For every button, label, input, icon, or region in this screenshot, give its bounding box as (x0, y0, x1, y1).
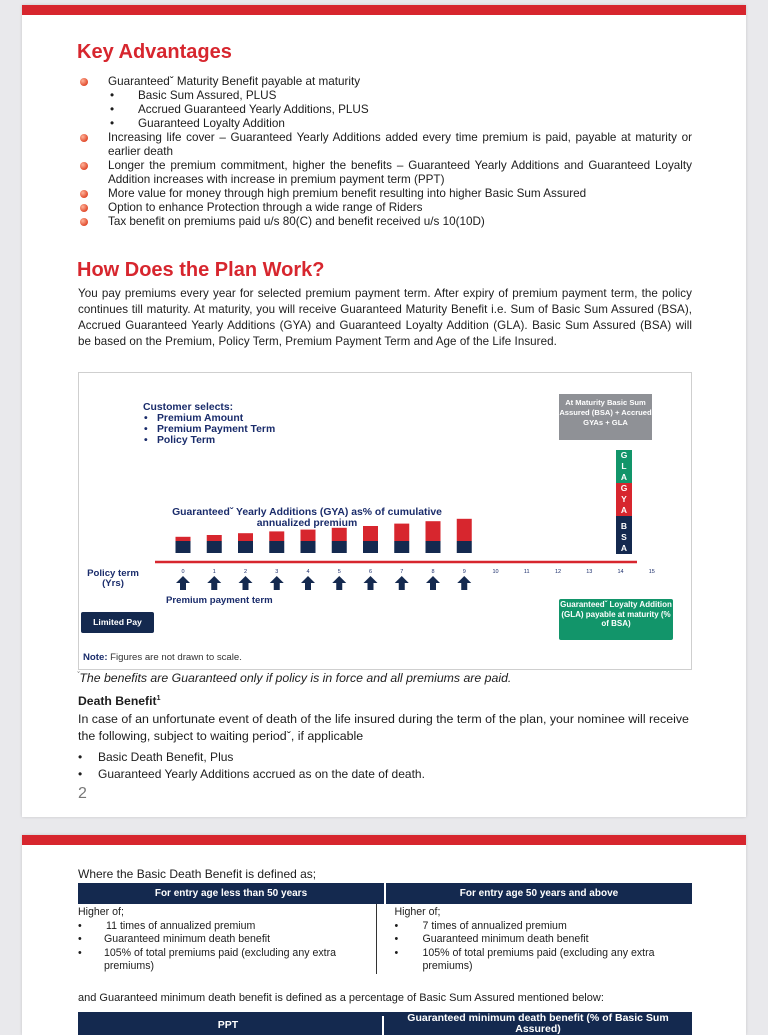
column-under-50: Higher of; • 11 times of annualized premium • Guaranteed minimum death benefit • 105% of total premiums paid (excluding any extra premiums) (78, 904, 377, 974)
premium-arrow (176, 576, 190, 590)
customer-item: • Premium Amount (143, 413, 275, 424)
bullet-icon (80, 218, 88, 226)
min-death-benefit-note: and Guaranteed minimum death benefit is defined as a percentage of Basic Sum Assured mentioned below: (78, 992, 604, 1004)
premium-arrow (207, 576, 221, 590)
premium-arrow (270, 576, 284, 590)
gya-title: Guaranteedˇ Yearly Additions (GYA) as% of cumulative annualized premium (172, 507, 442, 529)
bar-gya-segment (332, 528, 347, 541)
advantages-list (78, 75, 692, 229)
advantage-item-6: Tax benefit on premiums paid u/s 80(C) and benefit received u/s 10(10D) (78, 215, 692, 229)
bar-gya-segment (238, 533, 253, 541)
gya-segment: G Y A (616, 483, 632, 516)
page-header-bar (22, 835, 746, 845)
bar-gya-segment (176, 537, 191, 541)
header-entry-age-under-50: For entry age less than 50 years (78, 883, 384, 904)
x-tick-label: 7 (400, 569, 404, 575)
bar-gya-segment (207, 535, 222, 541)
diagram-note: Note: Figures are not drawn to scale. (83, 652, 242, 663)
customer-item: • Premium Payment Term (143, 424, 275, 435)
x-tick-label: 10 (492, 569, 499, 575)
header-entry-age-50-plus: For entry age 50 years and above (386, 883, 692, 904)
advantage-item-4: More value for money through high premium benefit resulting into higher Basic Sum Assured (78, 187, 692, 201)
bar-base-segment (363, 541, 378, 553)
bar-base-segment (457, 541, 472, 553)
bar-base-segment (301, 541, 316, 553)
guaranteed-note: $^ˇ$The benefits are Guaranteed only if policy is in force and all premiums are paid. (77, 671, 512, 685)
customer-selects-label: Customer selects: (143, 402, 234, 413)
list-item: • 105% of total premiums paid (excluding any extra premiums) (394, 946, 655, 972)
death-benefit-definition-intro: Where the Basic Death Benefit is defined as; (78, 867, 317, 881)
bar-base-segment (426, 541, 441, 553)
bar-gya-segment (301, 530, 316, 541)
x-tick-label: 0 (181, 569, 185, 575)
advantage-sub-item: • Guaranteed Loyalty Addition (110, 117, 285, 130)
x-tick-label: 4 (306, 569, 310, 575)
x-tick-label: 12 (554, 569, 562, 575)
premium-arrow (332, 576, 346, 590)
page-header-bar (22, 5, 746, 15)
advantage-item-1: Guaranteedˇ Maturity Benefit payable at maturity (78, 75, 692, 89)
list-item: • Guaranteed minimum death benefit (394, 933, 589, 945)
x-tick-label: 5 (337, 569, 341, 575)
advantage-item-3: Longer the premium commitment, higher the benefits – Guaranteed Yearly Additions and Guaranteed Loyalty Addition increases with increase in premium payment term (PPT) (78, 159, 692, 187)
table-header (78, 883, 692, 904)
min-death-benefit-column-header: Guaranteed minimum death benefit (% of Basic Sum Assured) (407, 1012, 669, 1035)
table-body (78, 904, 692, 974)
advantage-item-5: Option to enhance Protection through a wide range of Riders (78, 201, 692, 215)
x-tick-label: 6 (368, 569, 373, 575)
list-item: • 11 times of annualized premium (78, 919, 256, 932)
x-tick-label: 1 (212, 569, 216, 575)
premium-arrow (426, 576, 440, 590)
bullet-icon (80, 78, 88, 86)
x-tick-label: 8 (431, 569, 435, 575)
advantage-item-2: Increasing life cover – Guaranteed Yearly Additions added every time premium is paid, payable at maturity or earlier death (78, 131, 692, 159)
bar-gya-segment (269, 531, 284, 541)
bullet-icon (80, 134, 88, 142)
death-benefit-item: • Guaranteed Yearly Additions accrued as on the date of death. (78, 767, 425, 781)
bsa-segment: B S A (616, 516, 632, 554)
limited-pay-badge: Limited Pay (81, 612, 154, 633)
gla-segment: G L A (616, 450, 632, 483)
death-benefit-heading: Death Benefit$^1$ (78, 694, 161, 708)
premium-arrow (301, 576, 315, 590)
document-page-2 (22, 835, 746, 1035)
document-page-1 (22, 5, 746, 817)
advantage-sub-item: • Accrued Guaranteed Yearly Additions, PLUS (110, 103, 369, 116)
x-tick-label: 14 (617, 569, 624, 575)
list-item: • 7 times of annualized premium (394, 919, 567, 932)
death-benefit-item: • Basic Death Benefit, Plus (78, 750, 234, 764)
premium-arrow (457, 576, 471, 590)
premium-arrow (395, 576, 409, 590)
x-tick-label: 2 (243, 569, 248, 575)
x-tick-label: 3 (275, 569, 279, 575)
customer-item: • Policy Term (143, 435, 275, 446)
list-item: • 105% of total premiums paid (excluding any extra premiums) (78, 946, 337, 972)
bar-base-segment (332, 541, 347, 553)
x-tick-label: 15 (648, 569, 655, 575)
x-tick-label: 11 (523, 569, 530, 575)
premium-payment-term-label: Premium payment term (166, 595, 273, 606)
ppt-column-header: PPT (217, 1019, 239, 1031)
bullet-icon (80, 162, 88, 170)
key-advantages-heading: Key Advantages (77, 41, 232, 63)
customer-selects-box (143, 402, 275, 446)
bullet-icon (80, 190, 88, 198)
plan-diagram (78, 372, 692, 670)
bullet-icon (80, 204, 88, 212)
advantage-sub-item: • Basic Sum Assured, PLUS (110, 89, 277, 102)
list-item: • Guaranteed minimum death benefit (78, 933, 271, 945)
bar-base-segment (207, 541, 222, 553)
policy-term-label: Policy term (Yrs) (87, 568, 139, 589)
how-plan-works-heading: How Does the Plan Work? (77, 259, 325, 281)
page-number: 2 (78, 785, 87, 802)
premium-arrow (364, 576, 378, 590)
death-benefit-text: In case of an unfortunate event of death of the life insured during the term of the plan, your nominee will receive the following, subject to waiting periodˇ, if applicable (78, 712, 689, 743)
at-maturity-box: At Maturity Basic Sum Assured (BSA) + Accrued GYAs + GLA (559, 394, 652, 440)
how-plan-works-paragraph: You pay premiums every year for selected premium payment term. After expiry of premium payment term, the policy continues till maturity. At maturity, you will receive Guaranteed Maturity Benefit i.e. Sum of Basic Sum Assured (BSA), Accrued Guaranteed Yearly Additions (GYA) and Guaranteed Loyalty Addition (GLA). Basic Sum Assured (BSA) will be based on the Premium, Policy Term, Premium Payment Term and Age of the Life Insured. (78, 287, 692, 348)
column-50-plus: Higher of; • 7 times of annualized premium • Guaranteed minimum death benefit • 105% of total premiums paid (excluding any extra premiums) (377, 904, 693, 974)
premium-arrow (239, 576, 253, 590)
bar-base-segment (269, 541, 284, 553)
death-benefit-table (78, 883, 692, 974)
maturity-stack (616, 450, 632, 554)
x-tick-label: 13 (586, 569, 593, 575)
bar-base-segment (394, 541, 409, 553)
gla-box: Guaranteedˇ Loyalty Addition (GLA) payable at maturity (% of BSA) (559, 599, 673, 640)
x-tick-label: 9 (462, 569, 466, 575)
bar-base-segment (176, 541, 191, 553)
bar-base-segment (238, 541, 253, 553)
